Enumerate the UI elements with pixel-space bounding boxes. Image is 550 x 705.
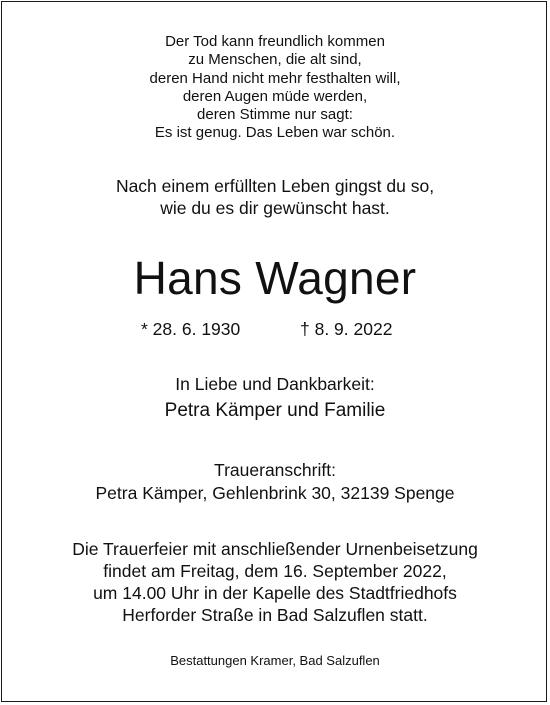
- ceremony-line: findet am Freitag, dem 16. September 2022,: [103, 561, 447, 581]
- poem-line: deren Stimme nur sagt:: [197, 106, 353, 124]
- poem-line: Es ist genug. Das Leben war schön.: [154, 124, 396, 142]
- ceremony-line: Die Trauerfeier mit anschließender Urnenbeisetzung: [72, 539, 478, 559]
- address-value: Petra Kämper, Gehlenbrink 30, 32139 Spenge: [95, 482, 455, 503]
- intro-text: [0, 175, 550, 219]
- poem-line: Der Tod kann freundlich kommen: [165, 33, 385, 50]
- life-dates: [0, 317, 550, 343]
- condolence-address: [0, 459, 550, 504]
- address-heading: Traueranschrift:: [214, 460, 336, 480]
- poem-line: zu Menschen, die alt sind,: [188, 51, 362, 69]
- poem-line: deren Hand nicht mehr festhalten will,: [149, 69, 401, 87]
- mourners-family: Petra Kämper und Familie: [164, 400, 386, 421]
- poem: [0, 33, 550, 143]
- thanks-intro: In Liebe und Dankbarkeit:: [175, 374, 375, 394]
- funeral-home: Bestattungen Kramer, Bad Salzuflen: [170, 653, 380, 668]
- ceremony-line: um 14.00 Uhr in der Kapelle des Stadtfriedhofs: [93, 583, 457, 603]
- deceased-name: Hans Wagner: [133, 252, 417, 304]
- ceremony-line: Herforder Straße in Bad Salzuflen statt.: [122, 605, 428, 625]
- intro-line: wie du es dir gewünscht hast.: [160, 198, 390, 218]
- birth-date: * 28. 6. 1930: [141, 319, 241, 339]
- poem-line: deren Augen müde werden,: [182, 87, 368, 105]
- intro-line: Nach einem erfüllten Leben gingst du so,: [115, 176, 435, 196]
- death-date: † 8. 9. 2022: [300, 319, 393, 339]
- ceremony-info: [0, 538, 550, 626]
